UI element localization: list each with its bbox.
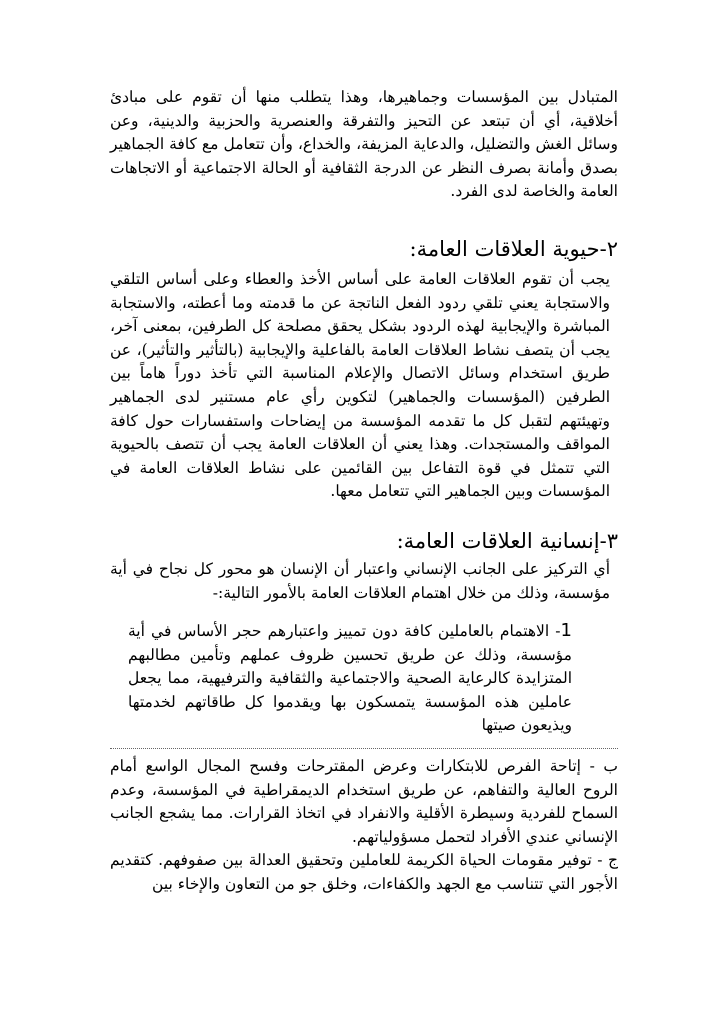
item-number: 1: [560, 620, 572, 642]
section-3-heading: ٣-إنسانية العلاقات العامة:: [396, 528, 618, 553]
section-3-paragraph: أي التركيز على الجانب الإنساني واعتبار أن الإنسان هو محور كل نجاح في أية مؤسسة، وذلك من خلال اهتمام العلاقات العامة بالأمور التالية:-: [110, 559, 610, 602]
dotted-divider: [110, 748, 618, 749]
lettered-item-c: ج - توفير مقومات الحياة الكريمة للعاملين وتحقيق العدالة بين صفوفهم. كتقديم الأجور التي تتناسب مع الجهد والكفاءات، وخلق جو من التعاون والإخاء بين: [110, 851, 618, 894]
item-1-text: - الاهتمام بالعاملين كافة دون تمييز واعتبارهم حجر الأساس في أية مؤسسة، وذلك عن طريق تحسين ظروف عملهم وتأمين مطالبهم المتزايدة كالرعاية الصحية والاجتماعية والثقافية والترفيهية، مما يجعل عاملين هذه المؤسسة يتمسكون بها ويقدموا كل طاقاتهم لخدمتها ويذيعون صيتها: [128, 622, 572, 735]
lettered-item-b: ب - إتاحة الفرص للابتكارات وعرض المقترحات وفسح المجال الواسع أمام الروح العالية والتفاهم، عن طريق استخدام الديمقراطية في المؤسسة، وعدم السماح للفردية وسيطرة الأقلية والانفراد في اتخاذ القرارات. مما يشجع الجانب الإنساني عندي الأفراد لتحمل مسؤولياتهم.: [110, 757, 618, 846]
numbered-item-1: [110, 619, 618, 738]
section-2-paragraph: يجب أن تقوم العلاقات العامة على أساس الأخذ والعطاء وعلى أساس التلقي والاستجابة يعني تلقي ردود الفعل الناتجة عن ما قدمته وما أعطته، والاستجابة المباشرة والإيجابية لهذه الردود بشكل يحقق مصلحة كل الطرفين، بمعنى آخر، يجب أن يتصف نشاط العلاقات العامة بالفاعلية والإيجابية (بالتأثير والتأثير)، عن طريق استخدام وسائل الاتصال والإعلام المناسبة التي تأخذ دوراً هاماً بين الطرفين (المؤسسات والجماهير) لتكوين رأي عام مستنير لدى الجماهير وتهيئتهم لتقبل كل ما تقدمه المؤسسة من إيضاحات واستفسارات حول كافة المواقف والمستجدات. وهذا يعني أن العلاقات العامة يجب أن تتصف بالحيوية التي تتمثل في قوة التفاعل بين القائمين على نشاط العلاقات العامة في المؤسسات وبين الجماهير التي تتعامل معها.: [110, 269, 610, 501]
section-2-heading: ٢-حيوية العلاقات العامة:: [409, 236, 618, 261]
intro-paragraph: المتبادل بين المؤسسات وجماهيرها، وهذا يتطلب منها أن تقوم على مبادئ أخلاقية، أي أن تبتعد عن التحيز والتفرقة والعنصرية والحزبية والدينية، وعن وسائل الغش والتضليل، والدعاية المزيفة، والخداع، وأن تتعامل مع كافة الجماهير بصدق وأمانة بصرف النظر عن الدرجة الثقافية أو الحالة الاجتماعية أو الاتجاهات العامة والخاصة لدى الفرد.: [110, 88, 618, 201]
